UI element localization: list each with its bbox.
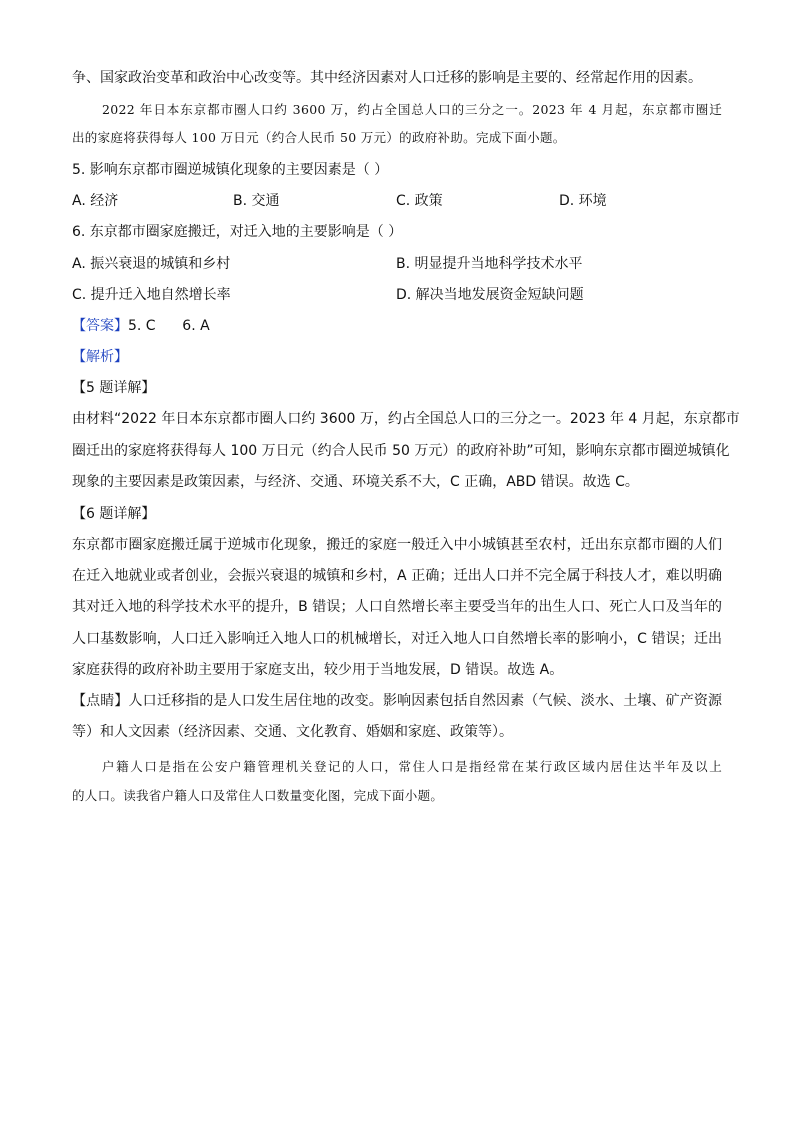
analysis-tag: 【解析】 [72,349,128,365]
detail-6-heading: 【6 题详解】 [72,506,156,522]
question-5-stem: 5. 影响东京都市圈逆城镇化现象的主要因素是（ ） [72,162,389,178]
detail-5-line-3: 现象的主要因素是政策因素，与经济、交通、环境关系不大，C 正确，ABD 错误。故选 C。 [72,474,639,490]
question-5-option-b: B. 交通 [233,193,280,209]
answer-text: 5. C 6. A [128,318,210,334]
question-5-option-a: A. 经济 [72,193,119,209]
detail-6-line-2: 在迁入地就业或者创业，会振兴衰退的城镇和乡村，A 正确；迁出人口并不完全属于科技人才，难以明确 [72,568,722,584]
question-6-stem: 6. 东京都市圈家庭搬迁，对迁入地的主要影响是（ ） [72,224,403,240]
question-5-option-d: D. 环境 [559,193,607,209]
next-material-line-1: 户籍人口是指在公安户籍管理机关登记的人口，常住人口是指经常在某行政区域内居住达半年及以上 [102,759,722,774]
next-material-line-2: 的人口。读我省户籍人口及常住人口数量变化图，完成下面小题。 [72,788,444,803]
question-5-option-c: C. 政策 [396,193,443,209]
detail-5-line-1: 由材料“2022 年日本东京都市圈人口约 3600 万，约占全国总人口的三分之一。2023 年 4 月起，东京都市 [72,411,740,427]
detail-5-line-2: 圈迁出的家庭将获得每人 100 万日元（约合人民币 50 万元）的政府补助”可知，影响东京都市圈逆城镇化 [72,443,730,459]
answer-tag: 【答案】 [72,318,128,334]
comment-line-1 [72,691,722,711]
material-intro-line-3: 出的家庭将获得每人 100 万日元（约合人民币 50 万元）的政府补助。完成下面小题。 [72,130,566,145]
comment-line-2: 等）和人文因素（经济因素、交通、文化教育、婚姻和家庭、政策等）。 [72,724,513,740]
comment-text: 人口迁移指的是人口发生居住地的改变。影响因素包括自然因素（气候、淡水、土壤、矿产资源 [128,693,723,709]
material-intro-line-2: 2022 年日本东京都市圈人口约 3600 万，约占全国总人口的三分之一。2023 年 4 月起，东京都市圈迁 [102,102,722,117]
question-6-option-c: C. 提升迁入地自然增长率 [72,287,231,303]
detail-5-heading: 【5 题详解】 [72,380,156,396]
detail-6-line-5: 家庭获得的政府补助主要用于家庭支出，较少用于当地发展，D 错误。故选 A。 [72,662,564,678]
detail-6-line-4: 人口基数影响，人口迁入影响迁入地人口的机械增长，对迁入地人口自然增长率的影响小，C 错误；迁出 [72,631,722,647]
question-6-option-a: A. 振兴衰退的城镇和乡村 [72,256,231,272]
detail-6-line-3: 其对迁入地的科学技术水平的提升，B 错误；人口自然增长率主要受当年的出生人口、死亡人口及当年的 [72,599,722,615]
question-6-option-b: B. 明显提升当地科学技术水平 [396,256,583,272]
comment-tag: 【点睛】 [72,693,129,709]
question-6-option-d: D. 解决当地发展资金短缺问题 [396,287,584,303]
analysis-heading [72,347,722,367]
material-intro-line-1: 争、国家政治变革和政治中心改变等。其中经济因素对人口迁移的影响是主要的、经常起作用的因素。 [72,70,702,86]
answer-line [72,316,722,336]
detail-6-line-1: 东京都市圈家庭搬迁属于逆城市化现象，搬迁的家庭一般迁入中小城镇甚至农村，迁出东京都市圈的人们 [72,537,722,553]
